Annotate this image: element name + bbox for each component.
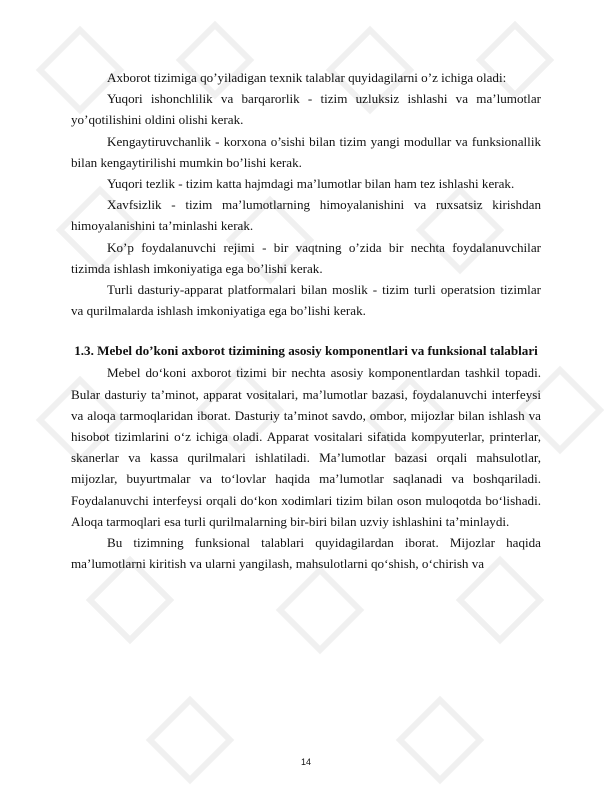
paragraph-multiuser: Ko’p foydalanuvchi rejimi - bir vaqtning o’zida bir nechta foydalanuvchilar tizimda ishlash imkoniyatiga ega bo’lishi kerak. (71, 239, 541, 276)
document-body (71, 67, 541, 574)
paragraph-intro: Axborot tizimiga qo’yiladigan texnik talablar quyidagilarni o’z ichiga oladi: (107, 70, 507, 85)
paragraph-speed: Yuqori tezlik - tizim katta hajmdagi ma’lumotlar bilan ham tez ishlashi kerak. (107, 176, 515, 192)
paragraph-compatibility: Turli dasturiy-apparat platformalari bilan moslik - tizim turli operatsion tizimlar va qurilmalarda ishlash imkoniyatiga ega bo’lishi kerak. (71, 282, 541, 319)
paragraph-reliability: Yuqori ishonchlilik va barqarorlik - tizim uzluksiz ishlashi va ma’lumotlar yo’qotilishini oldini olishi kerak. (71, 91, 541, 128)
paragraph-security: Xavfsizlik - tizim ma’lumotlarning himoyalanishini va ruxsatsiz kirishdan himoyalanishini ta’minlashi kerak. (71, 197, 541, 234)
paragraph-functional-requirements: Bu tizimning funksional talablari quyidagilardan iborat. Mijozlar haqida ma’lumotlarni kiritish va ularni yangilash, mahsulotlarni qo‘shish, o‘chirish va (71, 535, 541, 572)
section-spacer (71, 321, 541, 340)
paragraph-scalability: Kengaytiruvchanlik - korxona o’sishi bilan tizim yangi modullar va funksionallik bilan kengaytirilishi mumkin bo’lishi kerak. (71, 133, 541, 170)
paragraph-components: Mebel do‘koni axborot tizimi bir nechta asosiy komponentlardan tashkil topadi. Bular dasturiy ta’minot, apparat vositalari, ma’lumotlar bazasi, foydalanuvchi interfeysi va aloqa tarmoqlaridan iborat. Dasturiy ta’minot savdo, ombor, mijozlar bilan ishlash va hisobot tizimlarini o‘z ichiga oladi. Apparat vositalari sifatida kompyuterlar, printerlar, skanerlar va kassa qurilmalari ishlatiladi. Ma’lumotlar bazasi orqali mahsulotlar, mijozlar, buyurtmalar va to‘lovlar haqida ma’lumotlar saqlanadi va boshqariladi. Foydalanuvchi interfeysi orqali do‘kon xodimlari tizim bilan oson muloqotda bo‘lishadi. Aloqa tarmoqlari esa turli qurilmalarning bir-biri bilan uzviy ishlashini ta’minlaydi. (71, 365, 541, 529)
section-heading: 1.3. Mebel do’koni axborot tizimining asosiy komponentlari va funksional talablari (74, 343, 538, 359)
page-number: 14 (300, 757, 311, 767)
